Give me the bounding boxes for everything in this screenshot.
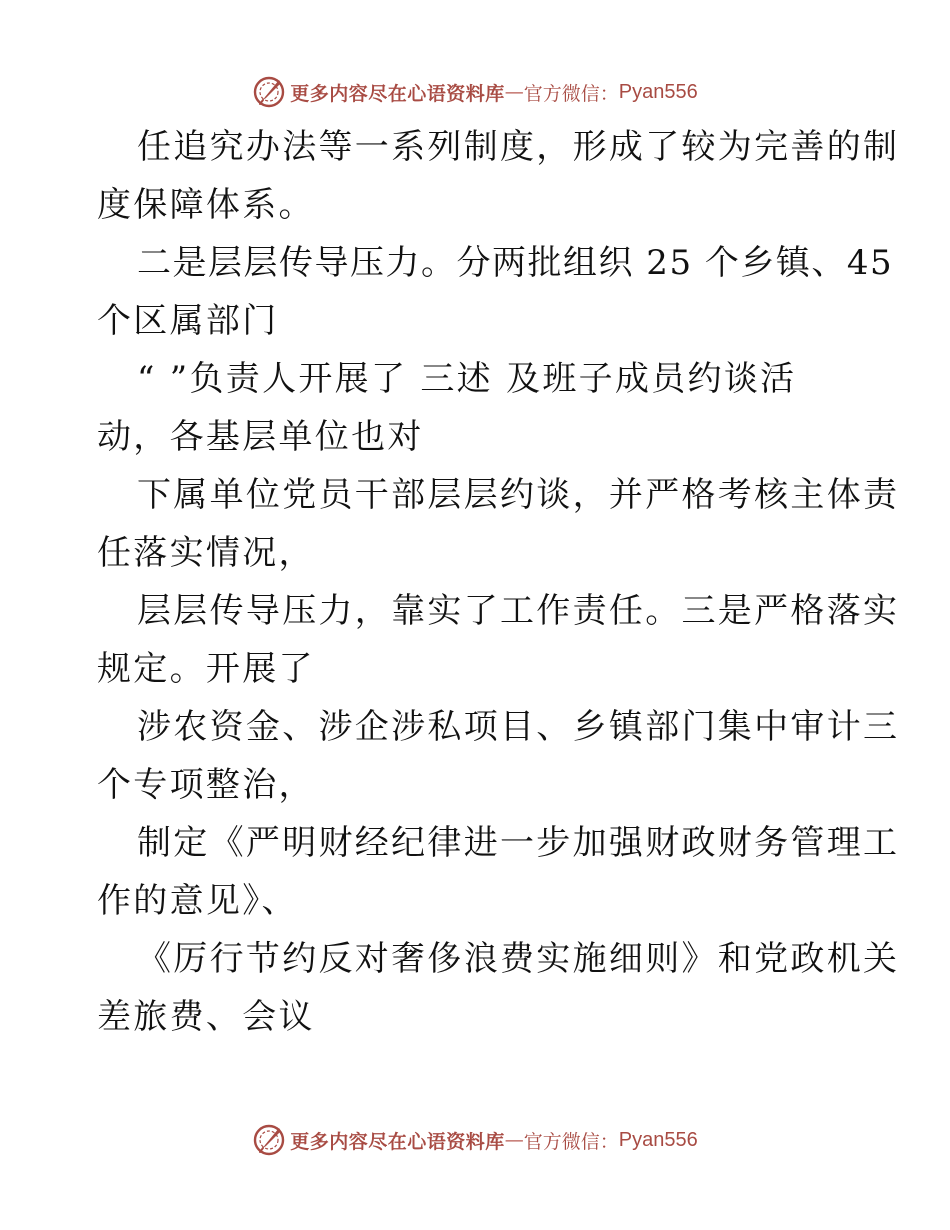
footer-wechat-id: Pyan556 (618, 1128, 698, 1151)
text-line-1: 任追究办法等一系列制度，形成了较为完善的制 (137, 127, 900, 167)
text-line-12: 个专项整治， (97, 765, 315, 805)
text-line-7: 下属单位党员干部层层约谈，并严格考核主体责 (137, 475, 900, 515)
text-line-3: 二是层层传导压力。分两批组织 25 个乡镇、45 (137, 243, 894, 283)
text-line-13: 制定《严明财经纪律进一步加强财政财务管理工 (137, 823, 900, 863)
text-line-8: 任落实情况， (97, 533, 315, 573)
text-line-11: 涉农资金、涉企涉私项目、乡镇部门集中审计三 (137, 707, 900, 747)
footer-dash: — (504, 1129, 524, 1151)
footer-site-name: 更多内容尽在心语资料库 (290, 1130, 505, 1153)
footer-banner[interactable] (0, 1120, 950, 1160)
header-banner[interactable] (0, 72, 950, 112)
text-line-4: 个区属部门 (97, 301, 279, 341)
text-line-10: 规定。开展了 (97, 649, 315, 689)
text-line-6: 动，各基层单位也对 (97, 417, 424, 457)
quill-logo-icon (252, 1123, 286, 1157)
text-line-2: 度保障体系。 (97, 185, 315, 225)
quill-logo-icon (252, 75, 286, 109)
header-site-name: 更多内容尽在心语资料库 (290, 82, 505, 105)
header-wechat-id: Pyan556 (618, 80, 698, 103)
header-dash: — (504, 81, 524, 103)
document-body (97, 118, 900, 1046)
footer-wechat-label: 官方微信： (523, 1130, 619, 1153)
text-line-5: “ ”负责人开展了 三述 及班子成员约谈活 (137, 359, 797, 399)
text-line-14: 作的意见》、 (97, 881, 298, 921)
text-line-15: 《厉行节约反对奢侈浪费实施细则》和党政机关 (137, 939, 900, 979)
text-line-16: 差旅费、会议 (97, 997, 315, 1037)
header-wechat-label: 官方微信： (523, 82, 619, 105)
text-line-9: 层层传导压力，靠实了工作责任。三是严格落实 (137, 591, 900, 631)
